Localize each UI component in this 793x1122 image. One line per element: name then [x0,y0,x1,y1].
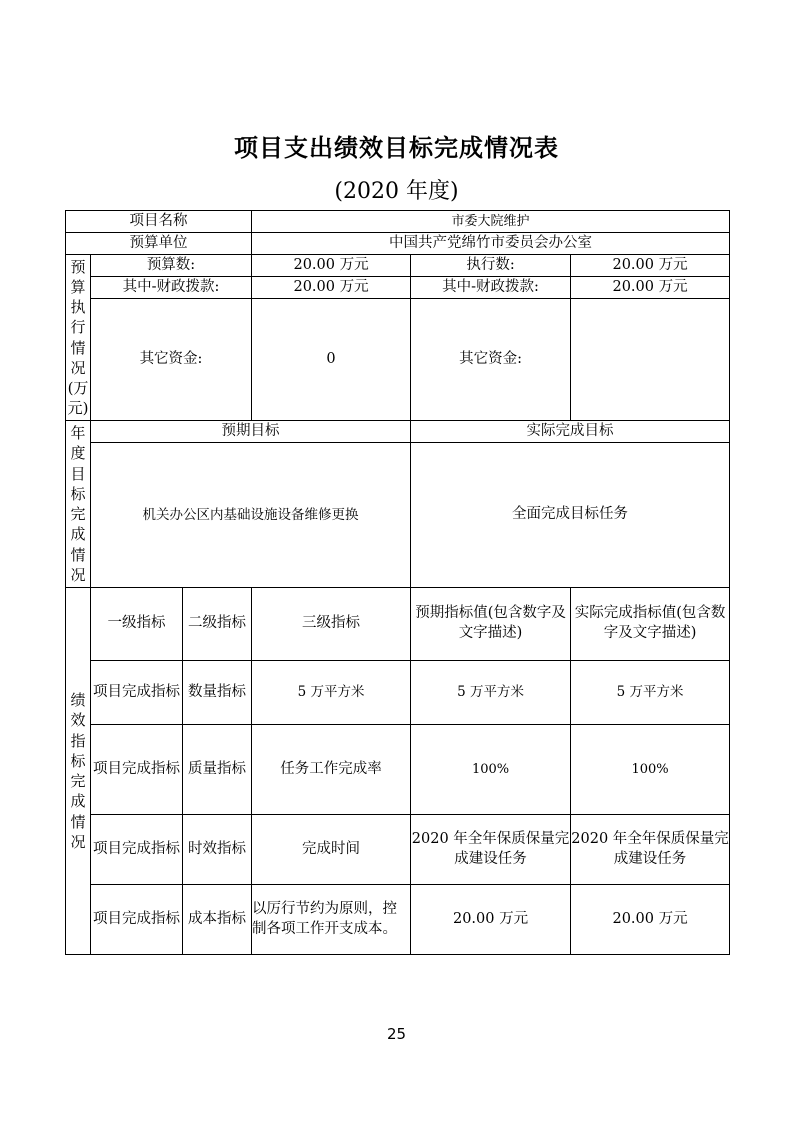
level3-cell: 任务工作完成率 [252,725,411,815]
fiscal-label-2: 其中-财政拨款: [411,277,571,299]
expected-goal-text: 机关办公区内基础设施设备维修更换 [91,443,411,588]
level1-cell: 项目完成指标 [91,661,183,725]
fiscal-label-1: 其中-财政拨款: [91,277,252,299]
expected-value-cell: 5 万平方米 [411,661,571,725]
level1-cell: 项目完成指标 [91,725,183,815]
budget-label: 预算数: [91,255,252,277]
level3-cell: 以厉行节约为原则，控制各项工作开支成本。 [252,885,411,955]
other-funds-value-2 [571,299,730,421]
actual-goal-header: 实际完成目标 [411,421,730,443]
performance-side-label [66,588,91,955]
expected-value-cell: 100% [411,725,571,815]
budget-value: 20.00 万元 [252,255,411,277]
annual-goal-side-text: 年 度 目 标 完 成 情 况 [70,424,86,584]
other-funds-value-1: 0 [252,299,411,421]
actual-value-cell: 2020 年全年保质保量完成建设任务 [571,815,730,885]
report-year: (2020 年度) [334,179,459,204]
level2-cell: 成本指标 [183,885,252,955]
table-row [66,815,730,885]
actual-value-cell: 5 万平方米 [571,661,730,725]
expected-value-cell: 20.00 万元 [411,885,571,955]
actual-value-header: 实际完成指标值(包含数字及文字描述) [571,588,730,661]
other-funds-label-1: 其它资金: [91,299,252,421]
level2-header: 二级指标 [183,588,252,661]
executed-label: 执行数: [411,255,571,277]
performance-side-text: 绩 效 指 标 完 成 情 况 [70,691,86,851]
project-name-label: 项目名称 [66,211,252,233]
other-funds-label-2: 其它资金: [411,299,571,421]
actual-goal-text: 全面完成目标任务 [411,443,730,588]
level3-cell: 完成时间 [252,815,411,885]
level3-cell: 5 万平方米 [252,661,411,725]
budget-unit-label: 预算单位 [66,233,252,255]
execution-side-label [66,255,91,421]
actual-value-cell: 100% [571,725,730,815]
level1-header: 一级指标 [91,588,183,661]
fiscal-value-1: 20.00 万元 [252,277,411,299]
level1-cell: 项目完成指标 [91,885,183,955]
level2-cell: 时效指标 [183,815,252,885]
level2-cell: 质量指标 [183,725,252,815]
page-title: 项目支出绩效目标完成情况表 [234,134,559,162]
table-row [66,725,730,815]
actual-value-cell: 20.00 万元 [571,885,730,955]
expected-value-header: 预期指标值(包含数字及文字描述) [411,588,571,661]
expected-goal-header: 预期目标 [91,421,411,443]
expected-value-cell: 2020 年全年保质保量完成建设任务 [411,815,571,885]
project-name-value: 市委大院维护 [252,211,730,233]
fiscal-value-2: 20.00 万元 [571,277,730,299]
table-row [66,885,730,955]
executed-value: 20.00 万元 [571,255,730,277]
level1-cell: 项目完成指标 [91,815,183,885]
execution-side-text: 预 算 执 行 情 况 (万 元) [67,257,89,418]
performance-table [65,210,730,955]
level2-cell: 数量指标 [183,661,252,725]
level3-header: 三级指标 [252,588,411,661]
table-row [66,661,730,725]
budget-unit-value: 中国共产党绵竹市委员会办公室 [252,233,730,255]
annual-goal-side-label [66,421,91,588]
page-number: 25 [386,1025,407,1043]
